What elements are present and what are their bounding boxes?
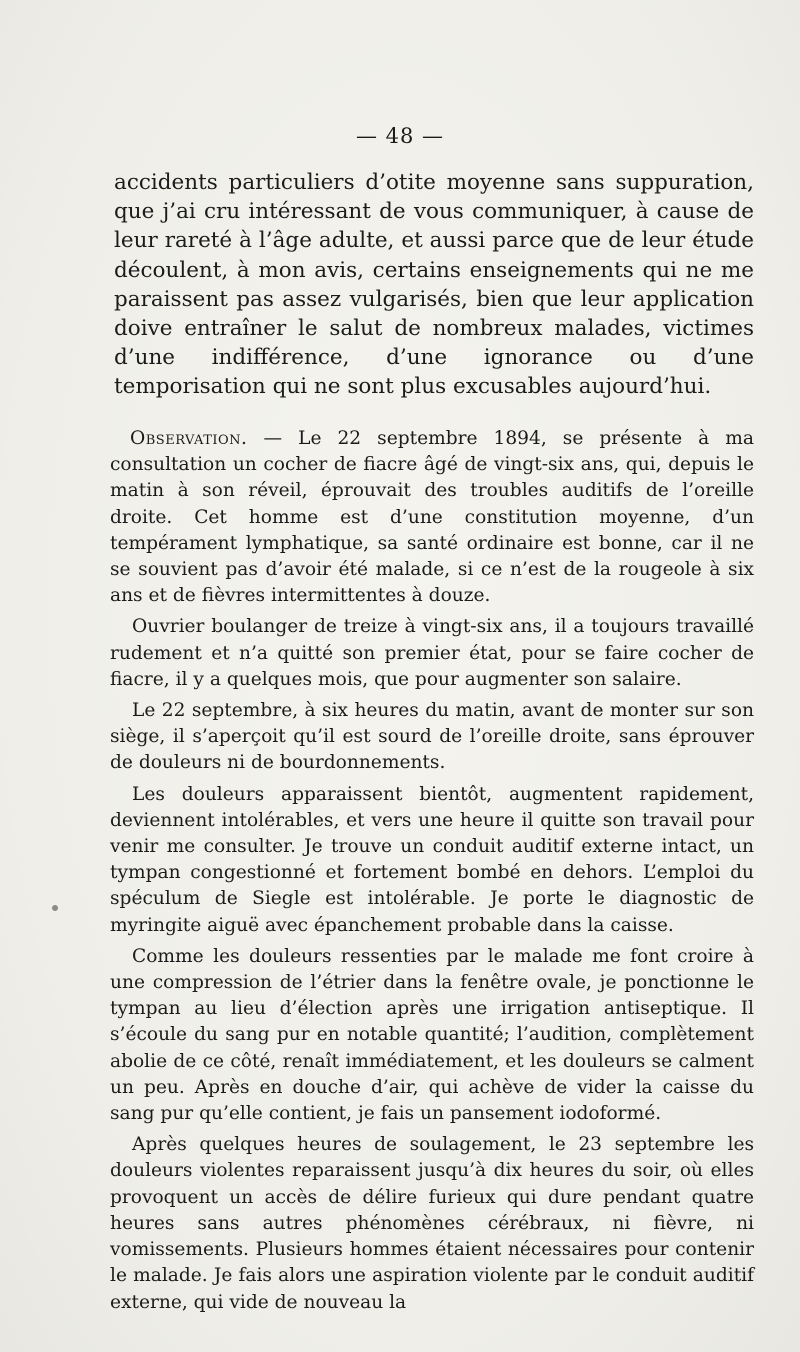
observation-paragraph-4: Les douleurs apparaissent bientôt, augmentent rapidement, deviennent intolérables, et vers une heure il quitte son travail pour venir me consulter. Je trouve un conduit auditif externe intact, un tympan congestionné et fortement bombé en dehors. L’emploi du spéculum de Siegle est intolérable. Je porte le diagnostic de myringite aiguë avec épanchement probable dans la caisse. — [110, 783, 754, 936]
intro-text: accidents particuliers d’otite moyenne sans suppuration, que j’ai cru intéressant de vous communiquer, à cause de leur rareté à l’âge adulte, et aussi parce que de leur étude découlent, à mon avis, certains enseignements qui ne me paraissent pas assez vulgarisés, bien que leur application doive entraîner le salut de nombreux malades, victimes d’une indifférence, d’une ignorance ou d’une temporisation qui ne sont plus excusables aujourd’hui. — [114, 170, 754, 400]
observation-paragraph-2: Ouvrier boulanger de treize à vingt-six ans, il a toujours travaillé rudement et n’a quitté son premier état, pour se faire cocher de fiacre, il y a quelques mois, que pour augmenter son salaire. — [110, 616, 754, 690]
observation-paragraph-1 — [110, 426, 754, 609]
observation-paragraph-5: Comme les douleurs ressenties par le malade me font croire à une compression de l’étrier dans la fenêtre ovale, je ponctionne le tympan au lieu d’élection après une irrigation antiseptique. Il s’écoule du sang pur en notable quantité; l’audition, complètement abolie de ce côté, renaît immédiatement, et les douleurs se calment un peu. Après en douche d’air, qui achève de vider la caisse du sang pur qu’elle contient, je fais un pansement iodoformé. — [110, 945, 754, 1125]
intro-paragraph — [114, 168, 754, 402]
page-number: — 48 — — [355, 124, 445, 148]
observation-paragraph-3: Le 22 septembre, à six heures du matin, avant de monter sur son siège, il s’aperçoit qu’il est sourd de l’oreille droite, sans éprouver de douleurs ni de bourdonnements. — [110, 700, 754, 774]
observation-section — [110, 426, 754, 1321]
observation-text-1: — Le 22 septembre 1894, se présente à ma consultation un cocher de fiacre âgé de vingt-six ans, qui, depuis le matin à son réveil, éprouvait des troubles auditifs de l’oreille droite. Cet homme est d’une constitution moyenne, d’un tempérament lymphatique, sa santé ordinaire est bonne, car il ne se souvient pas d’avoir été malade, si ce n’est de la rougeole à six ans et de fièvres intermittentes à douze. — [110, 428, 754, 607]
observation-paragraph-6: Après quelques heures de soulagement, le 23 septembre les douleurs violentes reparaissent jusqu’à dix heures du soir, où elles provoquent un accès de délire furieux qui dure pendant quatre heures sans autres phénomènes cérébraux, ni fièvre, ni vomissements. Plusieurs hommes étaient nécessaires pour contenir le malade. Je fais alors une aspiration violente par le conduit auditif externe, qui vide de nouveau la — [110, 1134, 754, 1313]
observation-label: Observation. — [130, 428, 248, 449]
paper-speck — [52, 905, 58, 911]
